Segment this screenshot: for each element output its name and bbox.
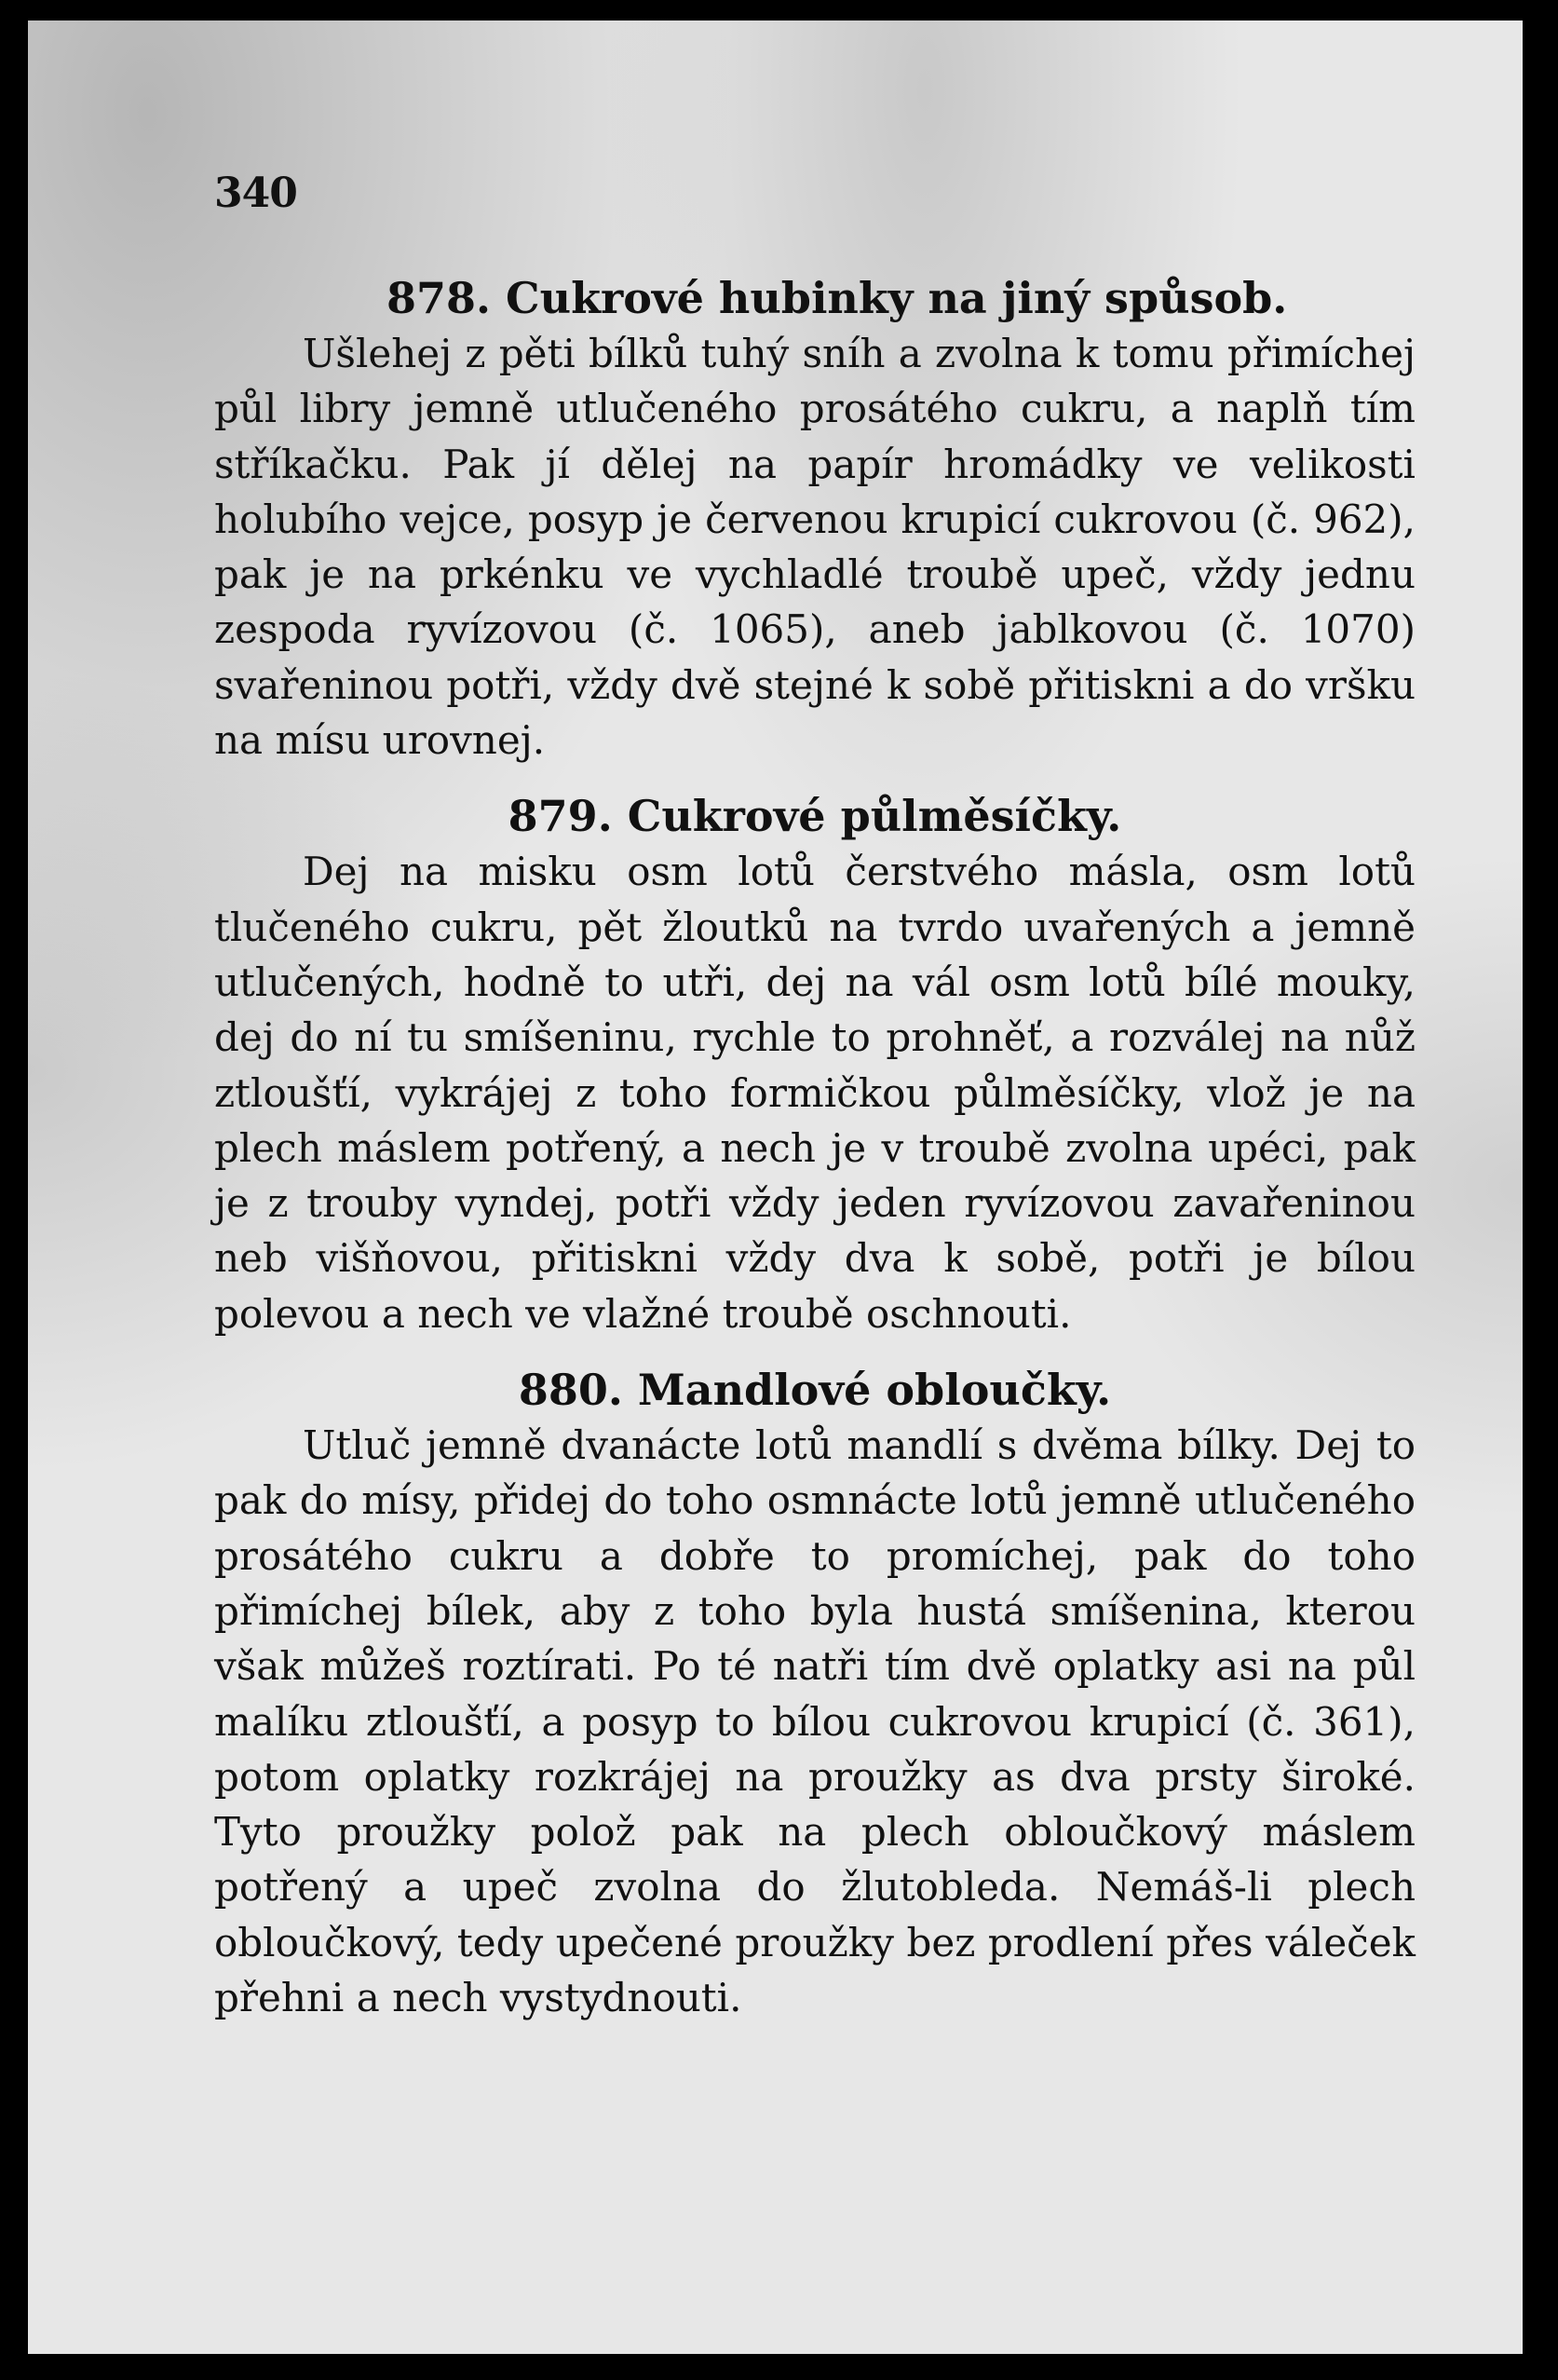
recipe-text: Utluč jemně dvanácte lotů mandlí s dvěma bílky. Dej to pak do mísy, přidej do toho osmnácte lotů jemně utlučeného prosátého cukru a dobře to promíchej, pak do toho přimíchej bílek, aby z toho byla hustá smíšenina, kterou však můžeš roztírati. Po té natři tím dvě oplatky asi na půl malíku ztloušťí, a posyp to bílou cukrovou krupicí (č. 361), potom oplatky rozkrájej na proužky as dva prsty široké. Tyto proužky polož pak na plech obloučkový máslem potřený a upeč zvolna do žlutobleda. Nemáš-li plech obloučkový, tedy upečené proužky bez prodlení přes váleček přehni a nech vystydnouti. (214, 1422, 1416, 2021)
recipe-text: Ušlehej z pěti bílků tuhý sníh a zvolna k tomu přimíchej půl libry jemně utlučeného prosátého cukru, a naplň tím stříkačku. Pak jí dělej na papír hromádky ve velikosti holubího vejce, posyp je červenou krupicí cukrovou (č. 962), pak je na prkénku ve vychladlé troubě upeč, vždy jednu zespoda ryvízovou (č. 1065), aneb jablkovou (č. 1070) svařeninou potři, vždy dvě stejné k sobě přitiskni a do vršku na mísu urovnej. (214, 331, 1416, 764)
recipe-880 (214, 1362, 1416, 2025)
recipe-heading: 880. Mandlové obloučky. (518, 1365, 1112, 1416)
recipe-heading: 878. Cukrové hubinky na jiný spůsob. (386, 273, 1288, 323)
section-gap (214, 1341, 1416, 1362)
recipe-text: Dej na misku osm lotů čerstvého másla, osm lotů tlučeného cukru, pět žloutků na tvrdo uvařených a jemně utlučených, hodně to utři, dej na vál osm lotů bílé mouky, dej do ní tu smíšeninu, rychle to prohněť, a rozválej na nůž ztloušťí, vykrájej z toho formičkou půlměsíčky, vlož je na plech máslem potřený, a nech je v troubě zvolna upéci, pak je z trouby vyndej, potři vždy jeden ryvízovou zavařeninou neb višňovou, přitiskni vždy dva k sobě, potři je bílou polevou a nech ve vlažné troubě oschnouti. (214, 849, 1416, 1337)
recipe-heading: 879. Cukrové půlměsíčky. (508, 791, 1122, 842)
book-page (28, 20, 1523, 2354)
page-content (214, 270, 1416, 2025)
page-number: 340 (214, 170, 297, 217)
recipe-878 (214, 270, 1416, 768)
section-gap (214, 768, 1416, 788)
recipe-879 (214, 788, 1416, 1341)
